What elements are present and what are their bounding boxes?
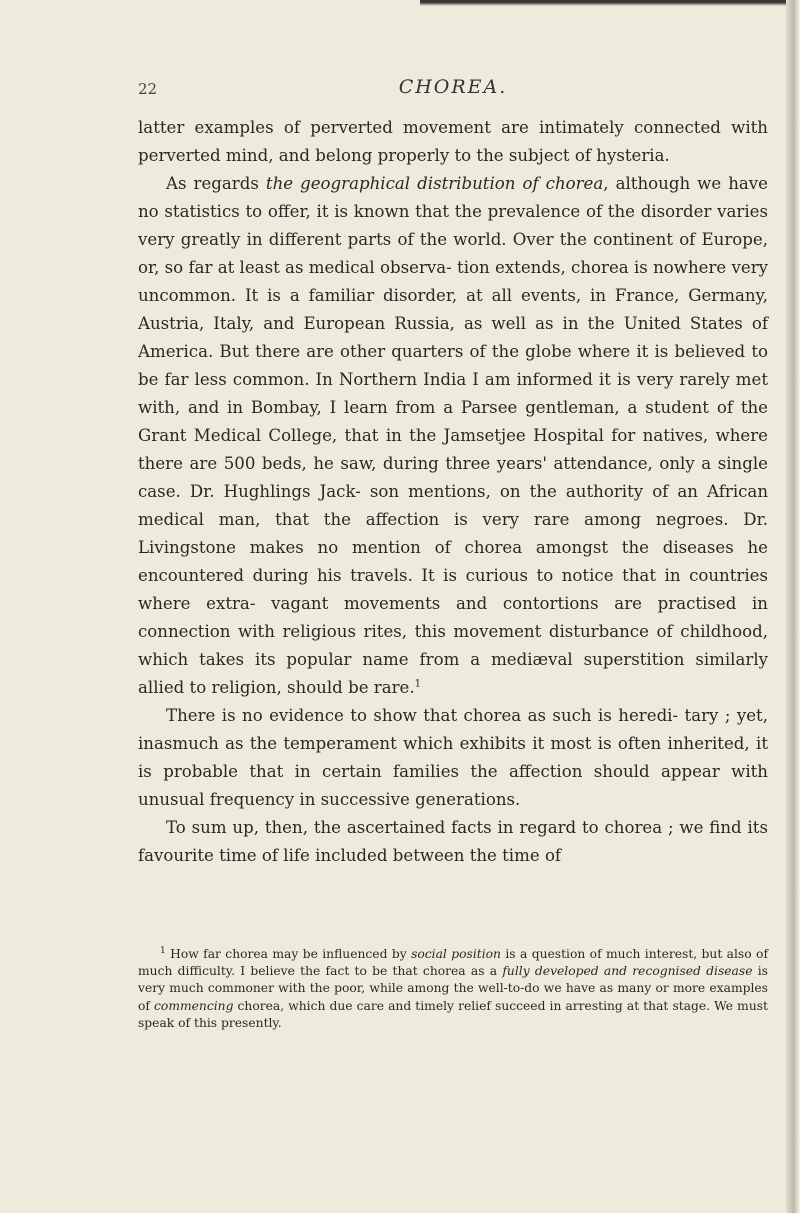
page-number: 22 — [138, 80, 158, 98]
footnote-1 — [138, 946, 768, 1032]
top-shadow — [420, 0, 800, 6]
paragraph-2 — [138, 170, 768, 702]
footnotes — [138, 946, 768, 1032]
footnote-italic-c: commencing — [154, 998, 234, 1013]
paragraph-4-text: To sum up, then, the ascertained facts in regard to chorea ; we find its favourite time of life included between the time of — [138, 818, 768, 865]
footnote-text-b: is a question of much interest, but also of much difficulty. I believe the fact to be that chorea as a — [138, 947, 768, 979]
page-header — [138, 76, 768, 106]
paragraph-4 — [138, 814, 768, 870]
footnote-italic-a: social position — [411, 947, 501, 961]
paragraph-3 — [138, 702, 768, 814]
paragraph-2-italic: the geographical distribution of chorea — [265, 174, 604, 193]
paragraph-1 — [138, 114, 768, 170]
footnote-marker: 1 — [160, 945, 166, 956]
paragraph-1-text: latter examples of perverted movement are intimately connected with perverted mind, and belong properly to the subject of hysteria. — [138, 118, 768, 165]
body-text — [138, 114, 768, 870]
paragraph-2-text-b: , although we have no statistics to offer, it is known that the prevalence of the disorder varies very greatly in different parts of the world. Over the continent of Europe, or, so far at least as medical observa- tion extends, chorea is nowhere very uncommon. It is a familiar disorder, at all events, in France, Germany, Austria, Italy, and European Russia, as well as in the United States of America. But there are other quarters of the globe where it is believed to be far less common. In Northern India I am informed it is very rarely met with, and in Bombay, I learn from a Parsee gentleman, a student of the Grant Medical College, that in the Jamsetjee Hospital for natives, where there are 500 beds, he saw, during three years' attendance, only a single case. Dr. Hughlings Jack- son mentions, on the authority of an African medical man, that the affection is very rare among negroes. Dr. Livingstone makes no mention of chorea amongst the diseases he encountered during his travels. It is curious to notice that in countries where extra- vagant movements and contortions are practised in connection with religious rites, this movement disturbance of childhood, which takes its popular name from a mediæval superstition similarly allied to religion, should be rare. — [138, 174, 768, 697]
footnote-text-a: How far chorea may be influenced by — [165, 947, 412, 961]
paragraph-2-text-a: As regards — [166, 174, 266, 193]
page-edge — [786, 0, 800, 1213]
footnote-italic-b: fully developed and recognised disease — [502, 964, 753, 979]
footnote-text-c: is very much commoner with the poor, while among the well-to-do we have as many or more examples of — [138, 964, 768, 1013]
paragraph-3-text: There is no evidence to show that chorea as such is heredi- tary ; yet, inasmuch as the temperament which exhibits it most is often inherited, it is probable that in certain families the affection should appear with unusual frequency in successive generations. — [138, 706, 768, 809]
footnote-reference: 1 — [414, 678, 422, 690]
running-title: CHOREA. — [398, 76, 508, 98]
footnote-text-d: chorea, which due care and timely relief succeed in arresting at that stage. We must speak of this presently. — [138, 998, 768, 1030]
